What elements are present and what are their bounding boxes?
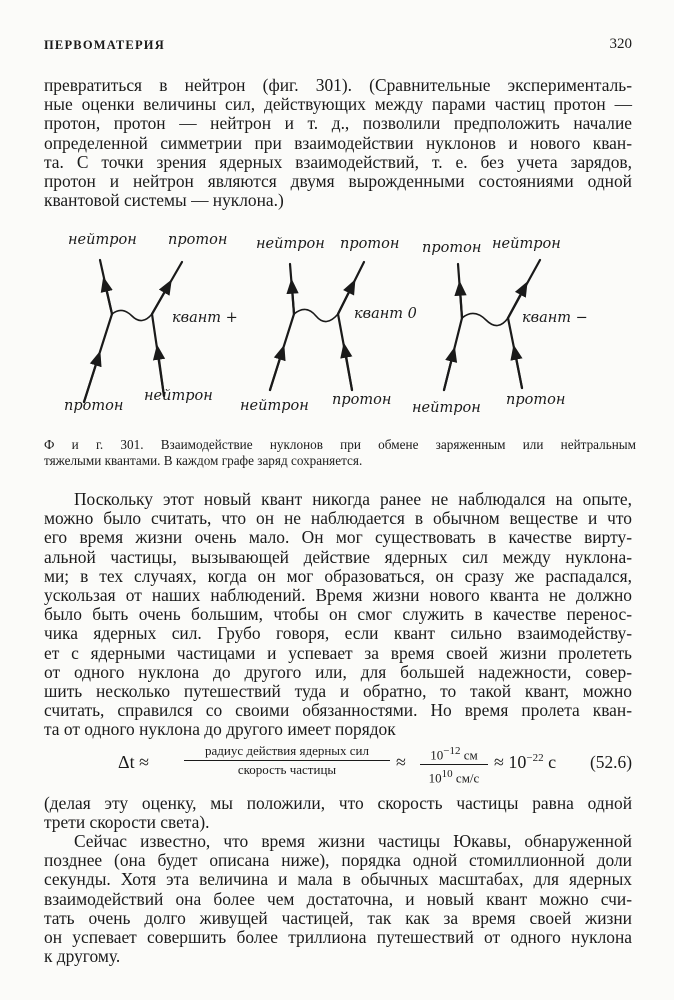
- paragraph-3: [44, 794, 632, 832]
- fraction-numeric: [420, 742, 488, 788]
- page-number: 320: [609, 36, 632, 52]
- text-line: шить несколько путешествий туда и обратно, то такой квант, можно: [44, 681, 632, 702]
- formula-lhs: Δt ≈: [118, 752, 149, 772]
- label-proton-out: протон: [340, 236, 400, 252]
- feynman-diagrams: [44, 218, 632, 430]
- fraction-numerator: $10^{-12}$ см: [420, 742, 488, 765]
- fraction-denominator: скорость частицы: [237, 762, 337, 777]
- equation-52-6: [44, 742, 632, 786]
- label-proton-in: протон: [506, 392, 566, 408]
- text-line: ные оценки величины сил, действующих между парами частиц протон —: [44, 94, 632, 115]
- running-head: ПЕРВОМАТЕРИЯ: [44, 38, 165, 52]
- text-line: ет с ядерными частицами и успевает за время своей жизни пролететь: [44, 642, 632, 663]
- paragraph-2: [44, 490, 632, 740]
- label-proton-out: протон: [168, 232, 228, 248]
- text-line: Поскольку этот новый квант никогда ранее не наблюдался на опыте,: [74, 489, 632, 509]
- text-line: чика ядерных сил. Грубо говоря, если квант сильно взаимодейству-: [44, 623, 632, 644]
- text-line: протон, протон — нейтрон и т. д., позволили предположить началие: [44, 113, 632, 134]
- label-quantum-zero: квант 0: [354, 306, 417, 322]
- fraction-denominator: $10^{10}$ см/с: [428, 768, 480, 786]
- text-line: определенной симметрии при взаимодействии нуклонов и нового кван-: [44, 132, 632, 153]
- paragraph-1: [44, 76, 632, 210]
- text-line: протон и нейтрон являются двумя вырожденными состояниями одной: [44, 171, 632, 192]
- figure-301: [44, 218, 632, 430]
- text-line: его время жизни очень мало. Он мог существовать в качестве вирту-: [44, 527, 632, 548]
- text-line: позднее (она будет описана ниже), порядка одной стомиллионной доли: [44, 850, 632, 871]
- text-line: от одного нуклона до другого или, для большей надежности, совер-: [44, 661, 632, 682]
- label-quantum-minus: квант −: [522, 310, 588, 326]
- text-line: он успевает совершить более триллиона путешествий от одного нуклона: [44, 927, 632, 948]
- label-neutron-in: нейтрон: [240, 398, 309, 414]
- text-line: трети скорости света).: [44, 812, 210, 833]
- caption-line: Ф и г. 301. Взаимодействие нуклонов при обмене заряженным или нейтральным: [44, 437, 636, 452]
- text-line: тать очень долго живущей частицей, так как за время своей жизни: [44, 907, 632, 928]
- text-line: та. С точки зрения ядерных взаимодействий, т. е. без учета зарядов,: [44, 151, 632, 172]
- equation-number: (52.6): [589, 752, 632, 772]
- page-header: [44, 38, 632, 58]
- text-line: квантовой системы — нуклона.): [44, 190, 284, 211]
- text-line: превратиться в нейтрон (фиг. 301). (Сравнительные эксперименталь-: [44, 75, 632, 95]
- formula-result: ≈ $10^{-22}$ с: [494, 752, 557, 772]
- label-proton-in: протон: [332, 392, 392, 408]
- text-line: ускользая от наших наблюдений. Время жизни нового кванта не должно: [44, 585, 632, 606]
- label-neutron-out: нейтрон: [492, 236, 561, 252]
- text-line: считать, справился со своими обязанностями. Но время пролета кван-: [44, 700, 632, 721]
- diagram-1: [84, 260, 182, 402]
- label-neutron-in: нейтрон: [144, 388, 213, 404]
- text-line: взаимодействий она более чем достаточна, и новый квант можно счи-: [44, 888, 632, 909]
- text-line: было быть очень большим, чтобы он смог служить в качестве перенос-: [44, 604, 632, 625]
- fraction-numerator: радиус действия ядерных сил: [184, 742, 390, 761]
- label-quantum-plus: квант +: [172, 310, 238, 326]
- text-line: Сейчас известно, что время жизни частицы Юкавы, обнаруженной: [74, 831, 632, 851]
- text-line: можно было считать, что он не наблюдается в обычном веществе и что: [44, 508, 632, 529]
- caption-line: тяжелыми квантами. В каждом графе заряд сохраняется.: [44, 453, 363, 468]
- fraction-range-over-speed: [184, 742, 390, 779]
- label-neutron-in: нейтрон: [412, 400, 481, 416]
- label-neutron-in: нейтрон: [68, 232, 137, 248]
- approx-sign: ≈: [396, 752, 406, 772]
- figure-caption: [44, 437, 636, 469]
- text-line: (делая эту оценку, мы положили, что скорость частицы равна одной: [44, 793, 632, 813]
- text-line: ми; в тех случаях, когда он мог образоваться, он сразу же распадался,: [44, 565, 632, 586]
- text-line: секунды. Хотя эта величина и мала в обычных масштабах, для ядерных: [44, 869, 632, 890]
- diagram-2: [270, 262, 364, 390]
- label-proton-in: протон: [64, 398, 124, 414]
- label-proton-out: протон: [422, 240, 482, 256]
- paragraph-4: [44, 832, 632, 966]
- label-neutron-out: нейтрон: [256, 236, 325, 252]
- text-line: альной частицы, вызывающей действие ядерных сил между нуклона-: [44, 546, 632, 567]
- text-line: к другому.: [44, 946, 121, 967]
- text-line: та от одного нуклона до другого имеет порядок: [44, 719, 396, 740]
